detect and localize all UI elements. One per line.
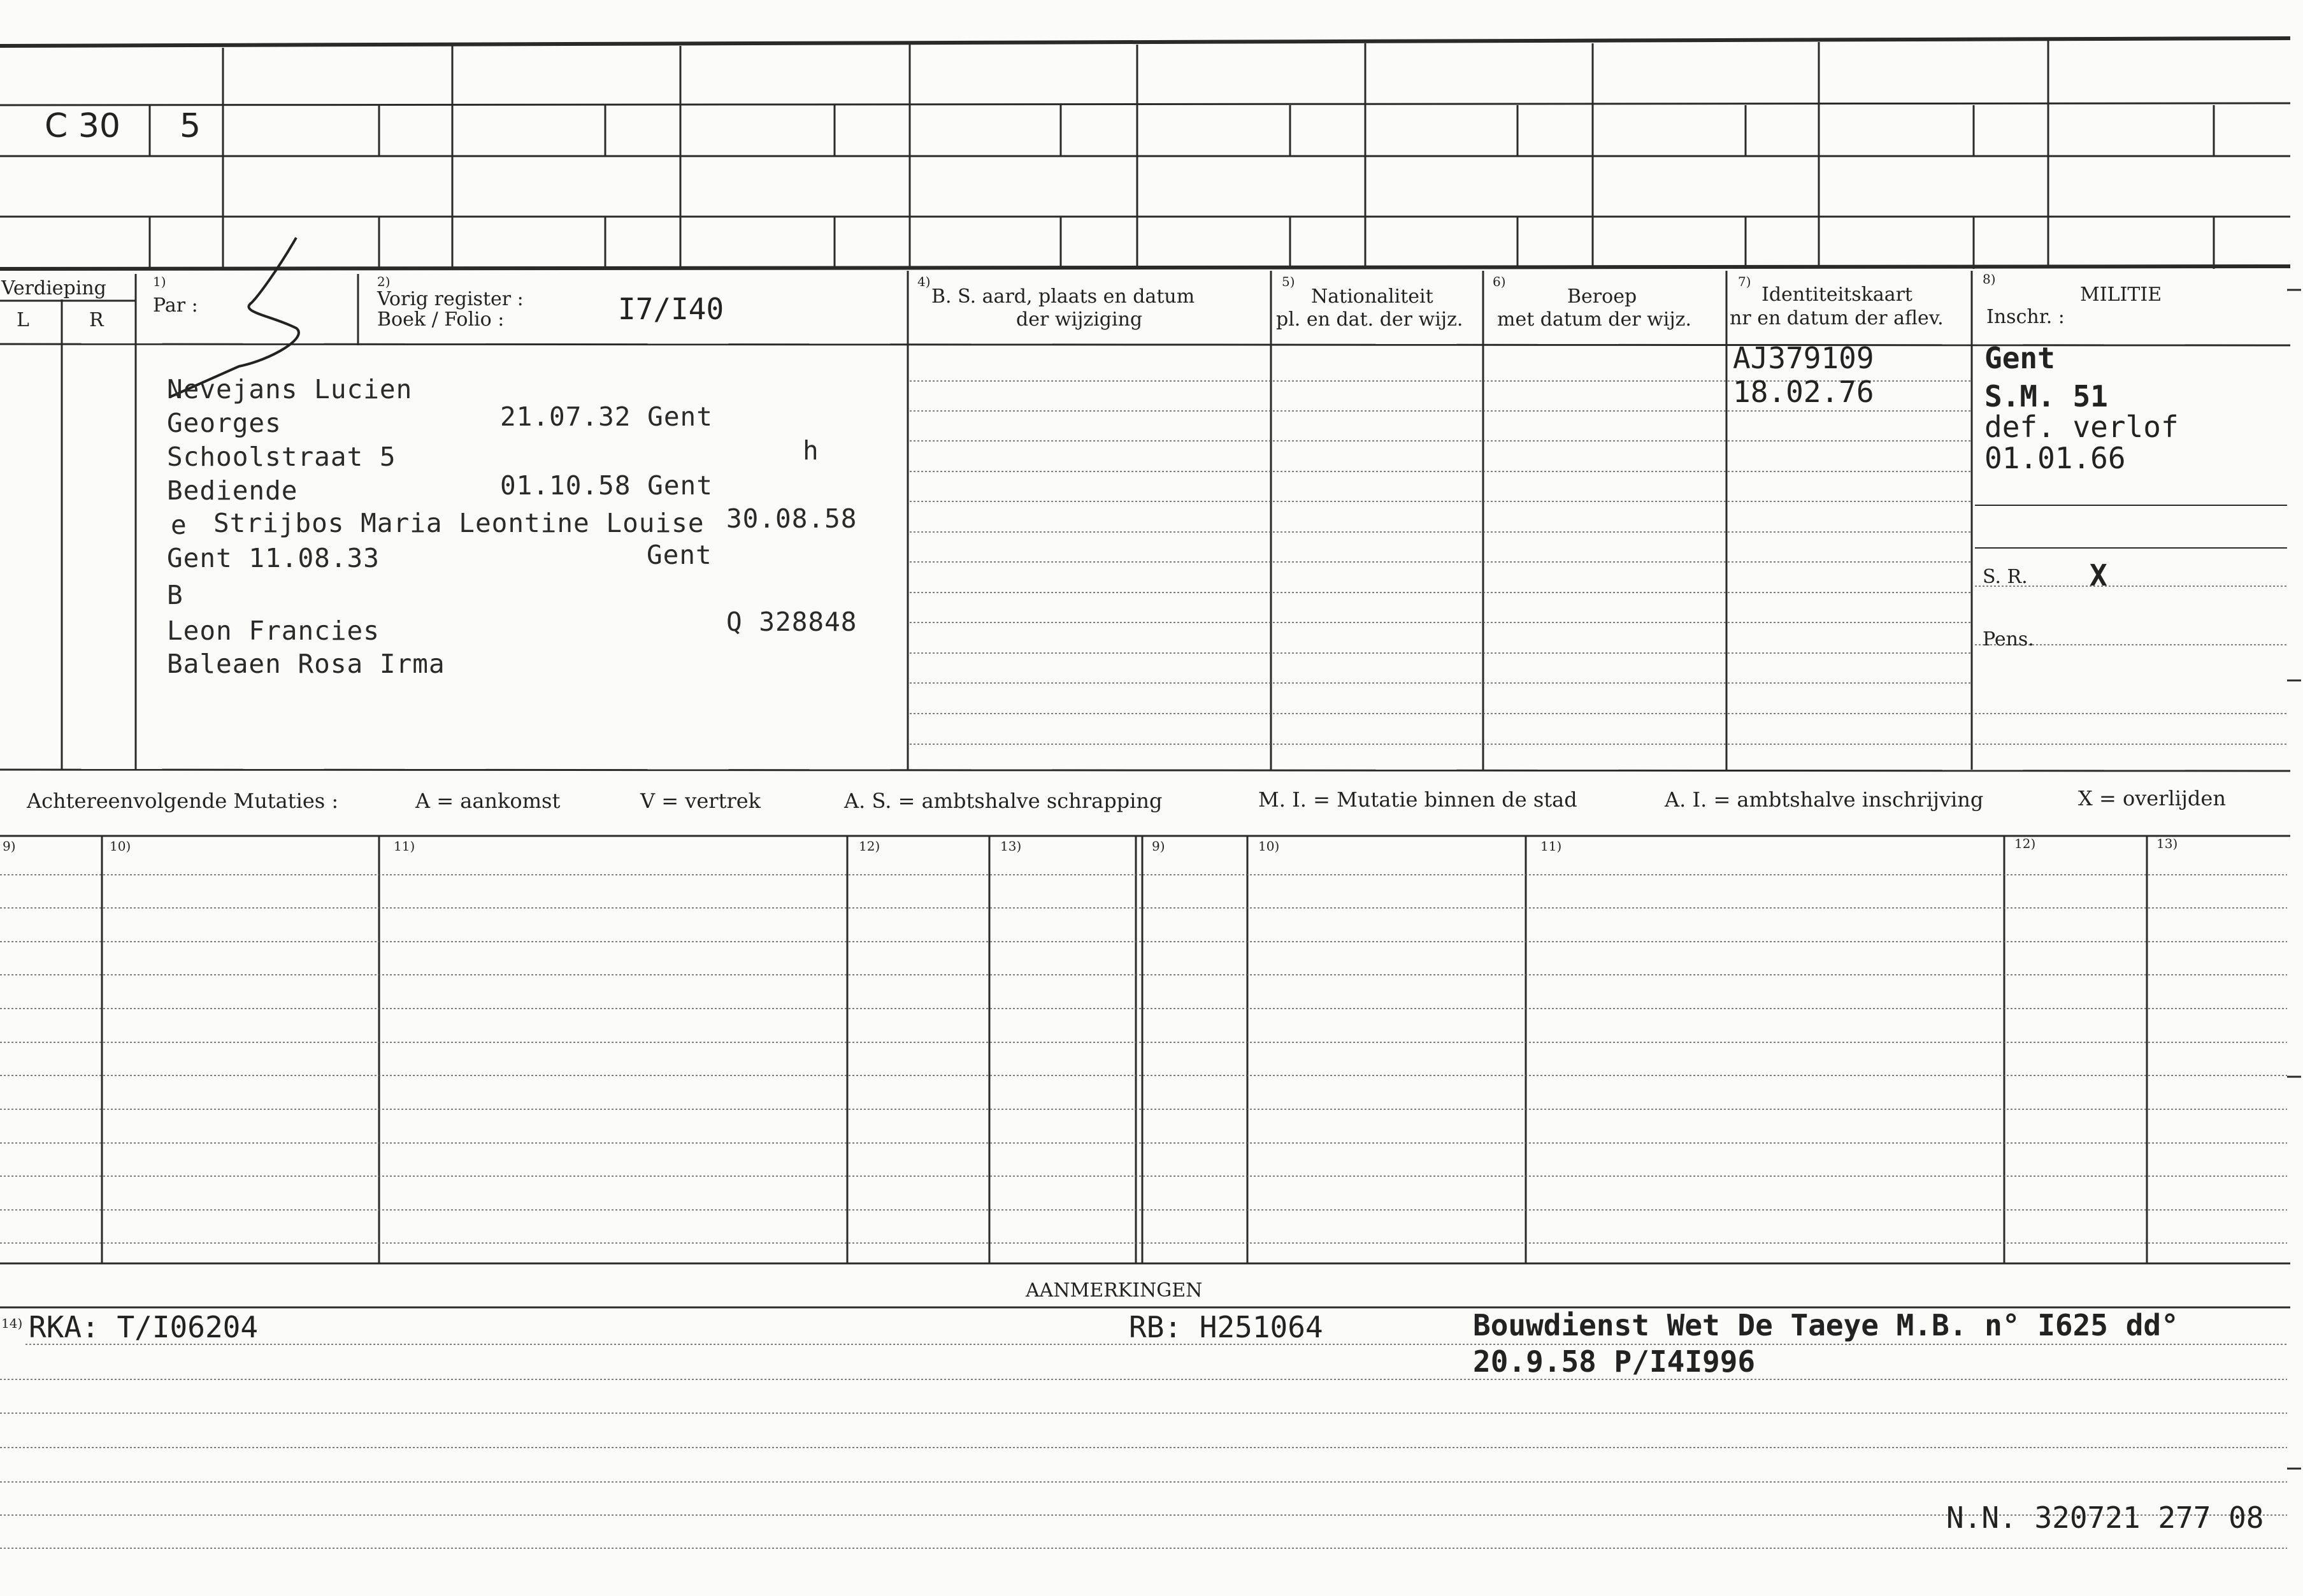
field-number-8: 8) [1983,271,1996,287]
mutation-header: 9) [1152,838,1165,854]
vorig-register-label: Vorig register : [377,288,524,310]
militia-sm: S.M. 51 [1984,379,2108,413]
mutation-header: 12) [2014,836,2036,851]
legend-item: X = overlijden [2078,786,2226,810]
register-value: I7/I40 [618,292,724,326]
remarks-title: AANMERKINGEN [1026,1279,1203,1302]
mutation-header: 10) [1258,838,1280,854]
legend-item: M. I. = Mutatie binnen de stad [1258,787,1577,812]
militie-header: MILITIE [2080,284,2162,306]
l-label: L [17,309,29,331]
remark-rb: RB: H251064 [1129,1310,1323,1344]
field-number-7: 7) [1738,274,1751,289]
field-number-4: 4) [917,274,931,289]
r-label: R [89,309,104,331]
bs-header-line1: B. S. aard, plaats en datum [931,285,1195,308]
field-number-6: 6) [1493,274,1506,289]
national-number: N.N. 320721 277 08 [1946,1500,2264,1535]
mark-h: h [803,435,819,466]
field-number-2: 2) [377,274,391,289]
father-name: Leon Francies [167,615,380,646]
spouse-birth-place: Gent [647,540,712,570]
mutation-header: 9) [3,838,16,854]
mutation-header: 13) [2156,836,2178,851]
field-number-14: 14) [1,1316,23,1331]
inschr-label: Inschr. : [1986,306,2065,328]
person-name: Nevejans Lucien [167,374,413,405]
field-number-1: 1) [153,274,166,289]
mark-b: B [167,580,183,610]
militia-status: def. verlof [1984,410,2179,444]
remark-bouwdienst-line2: 20.9.58 P/I4I996 [1473,1344,1756,1379]
nationaliteit-subheader: pl. en dat. der wijz. [1276,308,1463,331]
legend-title: Achtereenvolgende Mutaties : [27,789,339,813]
mutation-header: 10) [110,838,131,854]
marriage-date: 30.08.58 [726,503,857,534]
beroep-header: Beroep [1567,285,1637,308]
legend-item: V = vertrek [640,789,761,813]
mother-name: Baleaen Rosa Irma [167,649,445,679]
boek-folio-label: Boek / Folio : [377,308,505,331]
pens-label: Pens. [1983,628,2034,651]
identiteitskaart-header: Identiteitskaart [1761,284,1912,306]
sr-label: S. R. [1983,566,2028,588]
mutation-header: 13) [1000,838,1022,854]
field-number-5: 5) [1282,274,1295,289]
legend-item: A. I. = ambtshalve inschrijving [1665,787,1984,812]
mutation-header: 12) [859,838,880,854]
top-code-b: 5 [180,107,201,145]
mutation-header: 11) [394,838,415,854]
identity-card-number: AJ379109 [1733,341,1874,375]
sr-mark: X [2090,558,2107,593]
remark-bouwdienst-line1: Bouwdienst Wet De Taeye M.B. n° I625 dd° [1473,1308,2179,1342]
spouse-name: Strijbos Maria Leontine Louise [213,508,705,538]
spouse-birth: Gent 11.08.33 [167,543,380,573]
q-number: Q 328848 [726,607,857,637]
militia-date: 01.01.66 [1984,441,2126,475]
par-label: Par : [153,294,198,317]
bs-header-line2: der wijziging [1016,308,1143,331]
beroep-subheader: met datum der wijz. [1497,308,1691,331]
legend-item: A. S. = ambtshalve schrapping [844,789,1163,813]
address: Schoolstraat 5 [167,442,396,472]
nationaliteit-header: Nationaliteit [1311,285,1433,308]
verdieping-label: Verdieping [1,277,106,299]
identity-card-date: 18.02.76 [1733,375,1874,409]
legend-item: A = aankomst [415,789,561,813]
occupation-date: 01.10.58 Gent [500,470,713,501]
spouse-prefix: e [171,510,187,540]
birth-date-place: 21.07.32 Gent [500,401,713,432]
top-code-a: C 30 [45,107,121,145]
person-given-name: Georges [167,408,282,438]
remark-rka: RKA: T/I06204 [29,1310,259,1344]
occupation: Bediende [167,475,298,506]
mutation-header: 11) [1540,838,1562,854]
militia-place: Gent [1984,341,2055,375]
identiteitskaart-subheader: nr en datum der aflev. [1730,307,1944,329]
